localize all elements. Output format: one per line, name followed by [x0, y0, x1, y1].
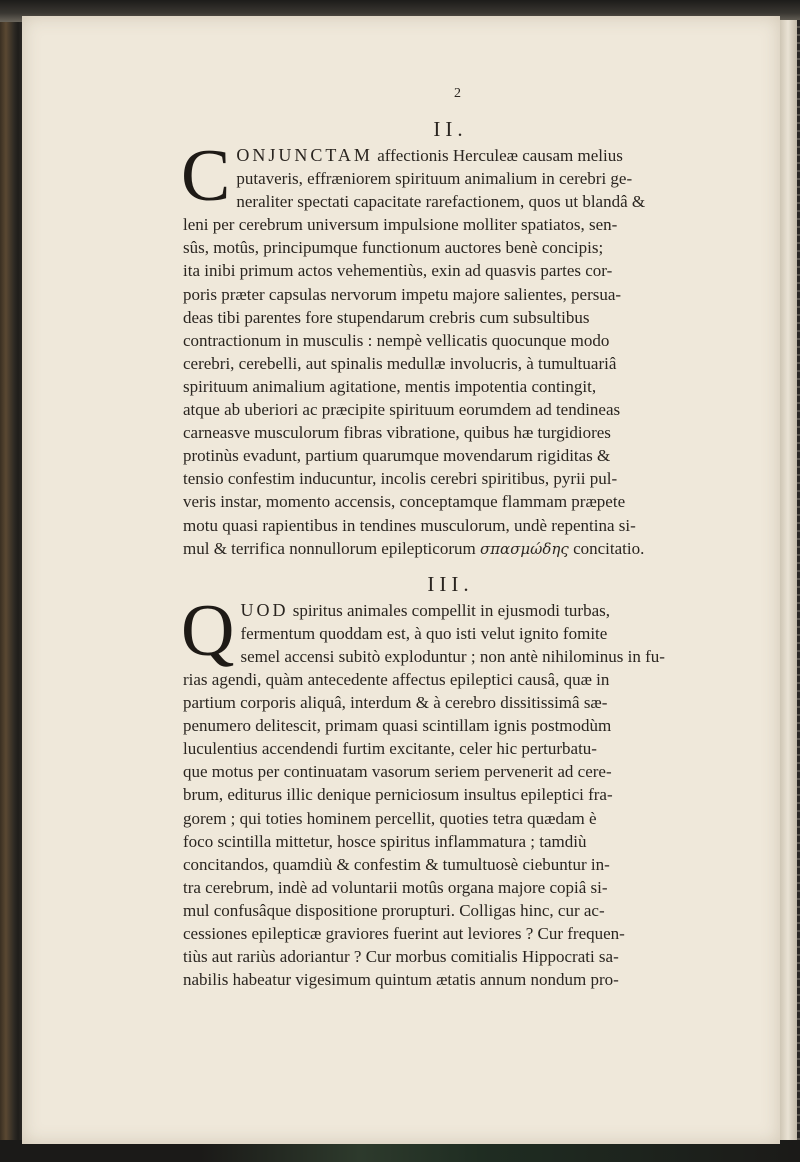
text-line: mul confusâque dispositione prorupturi. Colligas hinc, cur ac-: [183, 900, 605, 920]
page-text-block: [183, 82, 718, 991]
text-line: atque ab uberiori ac præcipite spirituum eorumdem ad tendineas: [183, 400, 621, 420]
text-line: concitandos, quamdiù & confestim & tumultuosè ciebuntur in-: [183, 854, 610, 874]
text-line: semel accensi subitò exploduntur ; non antè nihilominus in fu-: [240, 646, 665, 666]
text-line: ita inibi primum actos vehementiùs, exin ad quasvis partes cor-: [183, 261, 613, 281]
text-line: spirituum animalium agitatione, mentis impotentia contingit,: [183, 376, 597, 396]
text-line: protinùs evadunt, partium quarumque movendarum rigiditas &: [183, 446, 611, 466]
page-number: 2: [454, 86, 461, 101]
text-line: fermentum quoddam est, à quo isti velut ignito fomite: [240, 623, 608, 643]
text-line: [183, 599, 718, 622]
text-line: carneasve musculorum fibras vibratione, quibus hæ turgidiores: [183, 423, 611, 443]
first-line-text: affectionis Herculeæ causam melius: [377, 146, 623, 165]
book-fore-edge: [780, 20, 800, 1140]
text-line: rias agendi, quàm antecedente affectus epileptici causâ, quæ in: [183, 669, 610, 689]
text-line: gorem ; qui toties hominem percellit, quoties tetra quædam è: [183, 808, 597, 828]
first-line-text: spiritus animales compellit in ejusmodi turbas,: [292, 600, 610, 620]
text-line: deas tibi parentes fore stupendarum crebris cum subsultibus: [183, 307, 590, 327]
text-line: cessiones epilepticæ graviores fuerint aut leviores ? Cur frequen-: [183, 924, 625, 943]
lead-word: UOD: [240, 599, 289, 620]
text-line: luculentius accendendi furtim excitante, celer hic perturbatu-: [183, 739, 597, 759]
text-line: foco scintilla mittetur, hosce spiritus inflammatura ; tamdiù: [183, 831, 587, 851]
text-line: tra cerebrum, indè ad voluntarii motûs organa majore copiâ si-: [183, 877, 608, 897]
text-line: sûs, motûs, principumque functionum auctores benè concipis;: [183, 238, 604, 258]
lead-word: ONJUNCTAM: [236, 145, 373, 165]
section-paragraph-ii: [181, 135, 718, 561]
text-line: contractionum in musculis : nempè vellicatis quocunque modo: [183, 330, 610, 350]
text-line: veris instar, momento accensis, conceptamque flammam præpete: [183, 492, 626, 512]
text-line: leni per cerebrum universum impulsione molliter spatiatos, sen-: [183, 215, 618, 235]
text-line: motu quasi rapientibus in tendines musculorum, undè repentina si-: [183, 515, 636, 535]
text-line: cerebri, cerebelli, aut spinalis medullæ involucris, à tumultuariâ: [183, 353, 617, 373]
text-line: putaveris, effræniorem spirituum animalium in cerebri ge-: [236, 169, 633, 189]
section-paragraph-iii: [181, 589, 718, 992]
last-line-end: concitatio.: [573, 538, 645, 558]
section-heading-ii: II.: [433, 117, 468, 141]
greek-word: σπασμώδης: [479, 539, 569, 558]
text-line: brum, editurus illic denique perniciosum insultus epileptici fra-: [183, 785, 613, 805]
text-line: poris præter capsulas nervorum impetu majore salientes, persua-: [183, 284, 622, 304]
text-line: [183, 144, 718, 167]
text-line: tensio confestim inducuntur, incolis cerebri spiritibus, pyrii pul-: [183, 469, 618, 489]
text-line: tiùs aut rariùs adoriantur ? Cur morbus comitialis Hippocrati sa-: [183, 947, 619, 967]
text-line: nabilis habeatur vigesimum quintum ætatis annum nondum pro-: [183, 970, 619, 990]
text-line: neraliter spectati capacitate rarefactionem, quos ut blandâ &: [236, 192, 646, 212]
text-line: penumero delitescit, primam quasi scintillam ignis postmodùm: [183, 716, 612, 736]
drop-cap: Q: [181, 589, 235, 672]
drop-cap: C: [181, 135, 231, 217]
text-line: [183, 537, 718, 561]
last-line-text: mul & terrifica nonnullorum epilepticorum: [183, 538, 476, 558]
section-heading-iii: III.: [427, 571, 474, 596]
text-line: partium corporis aliquâ, interdum & à cerebro dissitissimâ sæ-: [183, 693, 608, 713]
text-line: que motus per continuatam vasorum seriem pervenerit ad cere-: [183, 762, 612, 782]
